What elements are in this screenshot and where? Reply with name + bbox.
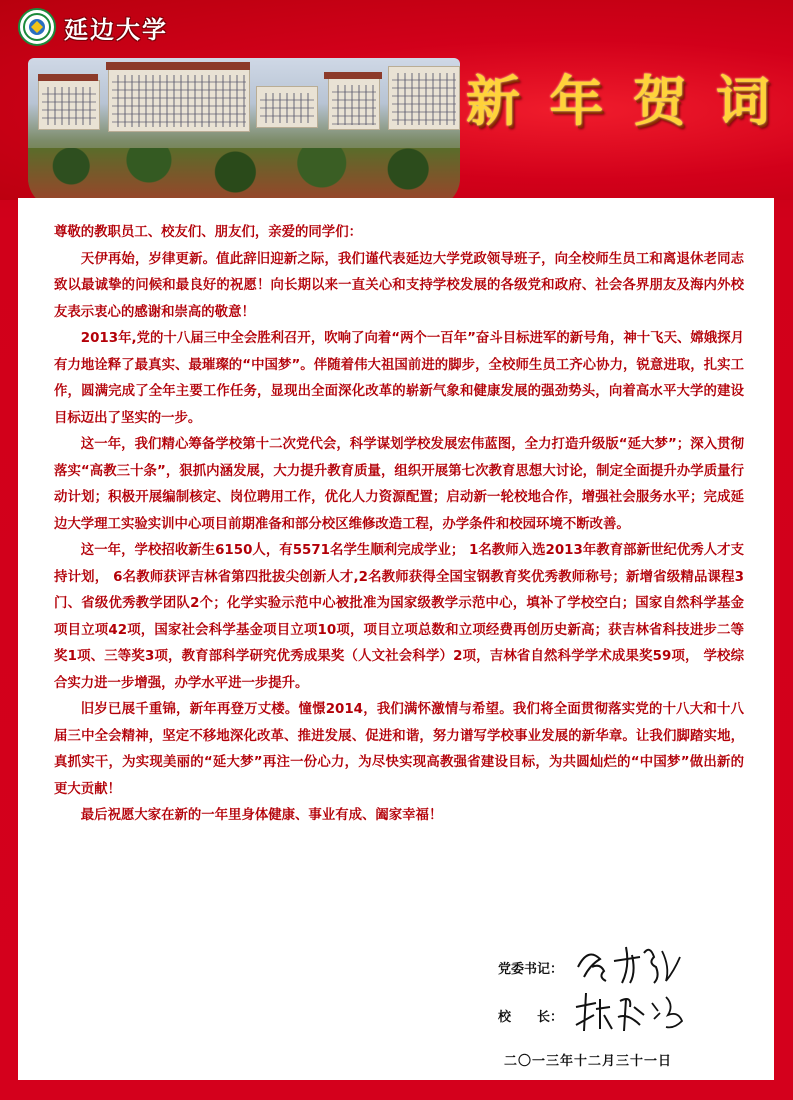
letter-paragraph: 旧岁已展千重锦，新年再登万丈楼。憧憬2014，我们满怀激情与希望。我们将全面贯彻落实党的十八大和十八届三中全会精神，坚定不移地深化改革、推进发展、促进和谐，努力谱写学校事业发展的新华章。让我们脚踏实地，真抓实干，为实现美丽的“延大梦”再注一份心力，为尽快实现高教强省建设目标，为共圆灿烂的“中国梦”做出新的更大贡献！ (54, 702, 744, 797)
letter-paragraph: 这一年，我们精心筹备学校第十二次党代会，科学谋划学校发展宏伟蓝图，全力打造升级版“延大梦”；深入贯彻落实“高教三十条”，狠抓内涵发展，大力提升教育质量，组织开展第七次教育思想大讨论，制定全面提升办学质量行动计划；积极开展编制核定、岗位聘用工作，优化人力资源配置；启动新一轮校地合作，增强社会服务水平；完成延边大学理工实验实训中心项目前期准备和部分校区维修改造工程，办学条件和校园环境不断改善。 (54, 437, 744, 532)
campus-building (256, 86, 318, 128)
signature-row-secretary (498, 943, 758, 991)
campus-building (328, 78, 380, 130)
title-char: 词 (715, 68, 770, 133)
letter-body (54, 220, 744, 830)
campus-building (108, 68, 250, 132)
letter-paragraph: 这一年，学校招收新生6150人，有5571名学生顺利完成学业； 1名教师入选2013年教育部新世纪优秀人才支持计划， 6名教师获评吉林省第四批拔尖创新人才,2名教师获得全国宝钢教育奖优秀教师称号；新增省级精品课程3门、省级优秀教学团队2个；化学实验示范中心被批准为国家级教学示范中心，填补了学校空白；国家自然科学基金项目立项42项，国家社会科学基金项目立项10项，项目立项总数和立项经费再创历史新高；获吉林省科技进步二等奖1项、三等奖3项，教育部科学研究优秀成果奖（人文社会科学）2项，吉林省自然科学学术成果奖59项， 学校综合实力进一步增强，办学水平进一步提升。 (54, 543, 744, 691)
letter-greeting: 尊敬的教职员工、校友们、朋友们，亲爱的同学们： (54, 225, 362, 240)
signature-block (498, 943, 758, 1039)
title-char: 年 (549, 68, 604, 133)
handwritten-signature (570, 985, 700, 1037)
letter-paragraph: 天伊再始，岁律更新。值此辞旧迎新之际，我们谨代表延边大学党政领导班子，向全校师生员工和离退休老同志致以最诚挚的问候和最良好的祝愿！向长期以来一直关心和支持学校发展的各级党和政府、社会各界朋友及海内外校友表示衷心的感谢和崇高的敬意！ (54, 251, 744, 320)
letter-date: 二〇一三年十二月三十一日 (504, 1054, 673, 1069)
campus-building (38, 80, 100, 130)
letter-paragraph: 最后祝愿大家在新的一年里身体健康、事业有成、阖家幸福！ (80, 808, 443, 823)
university-logo-icon (18, 8, 56, 46)
page-title (458, 62, 778, 132)
letter-paragraph: 2013年,党的十八届三中全会胜利召开，吹响了向着“两个一百年”奋斗目标进军的新号角，神十飞天、嫦娥探月有力地诠释了最真实、最璀璨的“中国梦”。伴随着伟大祖国前进的脚步，全校师生员工齐心协力，锐意进取，扎实工作，圆满完成了全年主要工作任务，显现出全面深化改革的崭新气象和健康发展的强劲势头，向着高水平大学的建设目标迈出了坚实的一步。 (54, 331, 744, 426)
title-char: 新 (466, 68, 520, 133)
signature-label: 校 长： (498, 1009, 564, 1025)
campus-roof (106, 62, 250, 70)
title-char: 贺 (632, 68, 687, 133)
campus-building (388, 66, 460, 130)
university-name: 延边大学 (64, 14, 168, 44)
university-brand[interactable] (18, 8, 168, 46)
handwritten-signature (570, 937, 700, 989)
campus-roof (38, 74, 98, 81)
signature-row-president (498, 991, 758, 1039)
campus-photo (28, 58, 460, 208)
signature-label: 党委书记： (498, 961, 564, 977)
campus-roof (324, 72, 382, 79)
letter-paper (18, 198, 774, 1080)
header-banner (0, 0, 793, 200)
